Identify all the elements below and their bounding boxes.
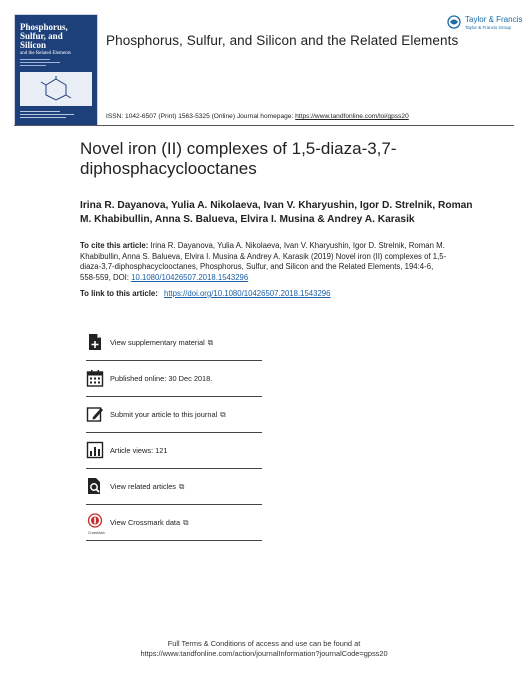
calendar-icon: [86, 369, 104, 387]
taylor-francis-logo-icon: [447, 15, 461, 29]
external-link-icon: ⧉: [207, 338, 214, 347]
article-authors: Irina R. Dayanova, Yulia A. Nikolaeva, Ivan V. Kharyushin, Igor D. Strelnik, Roman M. Khabibullin, Anna S. Balueva, Elvira I. Musina & Andrey A. Karasik: [80, 200, 473, 225]
cover-graphic-panel: [20, 72, 92, 106]
cover-text-line: [20, 111, 60, 112]
crossmark-icon-label: CrossMark: [88, 531, 105, 535]
published-online-item: [86, 361, 262, 397]
footer-terms-link[interactable]: https://www.tandfonline.com/action/journalInformation?journalCode=gpss20: [140, 649, 388, 658]
bar-chart-icon: [86, 441, 104, 459]
external-link-icon: ⧉: [183, 518, 189, 527]
cover-text-line: [20, 62, 60, 63]
cover-text-line: [20, 114, 74, 115]
footer-line: Full Terms & Conditions of access and use can be found at: [167, 639, 361, 648]
supplementary-material-item[interactable]: [86, 325, 262, 361]
external-link-icon: ⧉: [179, 482, 185, 491]
related-articles-item[interactable]: [86, 469, 262, 505]
article-views-label: Article views: 121: [110, 446, 168, 455]
cover-title-line: and the Related Elements: [20, 51, 71, 56]
journal-cover-image: [14, 14, 98, 126]
molecule-graphic: [40, 76, 72, 102]
cover-title-line: Sulfur, and: [20, 31, 63, 41]
link-label: To link to this article:: [80, 289, 160, 298]
article-link-line: [80, 289, 330, 298]
logo-name: Taylor & Francis: [465, 15, 523, 24]
issn-text: ISSN: 1042-6507 (Print) 1563-5325 (Online) Journal homepage:: [106, 113, 296, 120]
crossmark-item[interactable]: [86, 505, 262, 541]
cover-title-line: Silicon: [20, 40, 47, 50]
document-plus-icon: [86, 333, 104, 351]
related-articles-label: View related articles: [110, 482, 176, 491]
taylor-francis-logo[interactable]: [447, 14, 523, 36]
citation-text: Irina R. Dayanova, Yulia A. Nikolaeva, Ivan V. Kharyushin, Igor D. Strelnik, Roman M. Khabibullin, Anna S. Balueva, Elvira I. Musina & Andrey A. Karasik (2019) Novel iron (II) complexes of 1,5-diaza-3,7-diphosphacyclooctanes, Phosphorus, Sulfur, and Silicon and the Related Elements, 194:4-6, 558-559, DOI:: [80, 241, 447, 282]
header-divider: [14, 125, 514, 126]
issn-line: [106, 113, 409, 120]
edit-pencil-icon: [86, 405, 104, 423]
document-search-icon: [86, 477, 104, 495]
cover-title: [20, 23, 94, 57]
supplementary-label: View supplementary material: [110, 338, 205, 347]
journal-title: Phosphorus, Sulfur, and Silicon and the Related Elements: [106, 33, 459, 48]
cover-title-line: Phosphorus,: [20, 22, 68, 32]
submit-article-item[interactable]: [86, 397, 262, 433]
divider: [86, 540, 262, 541]
logo-tagline: Taylor & Francis Group: [465, 25, 512, 30]
citation-label: To cite this article:: [80, 241, 149, 250]
submit-article-label: Submit your article to this journal: [110, 410, 218, 419]
cover-text-line: [20, 117, 66, 118]
article-title: Novel iron (II) complexes of 1,5-diaza-3,7-diphosphacyclooctanes: [80, 139, 397, 178]
published-online-label: Published online: 30 Dec 2018.: [110, 374, 213, 383]
citation-doi-link[interactable]: 10.1080/10426507.2018.1543296: [131, 272, 249, 282]
crossmark-icon: [86, 513, 104, 531]
journal-homepage-link[interactable]: https://www.tandfonline.com/loi/gpss20: [295, 113, 409, 120]
article-views-item: [86, 433, 262, 469]
article-doi-link[interactable]: https://doi.org/10.1080/10426507.2018.1543296: [164, 289, 331, 298]
external-link-icon: ⧉: [220, 410, 226, 419]
cover-text-line: [20, 65, 46, 66]
crossmark-label: View Crossmark data: [110, 518, 181, 527]
footer-terms: [0, 639, 528, 659]
cover-text-line: [20, 59, 50, 60]
citation-block: [80, 241, 450, 283]
